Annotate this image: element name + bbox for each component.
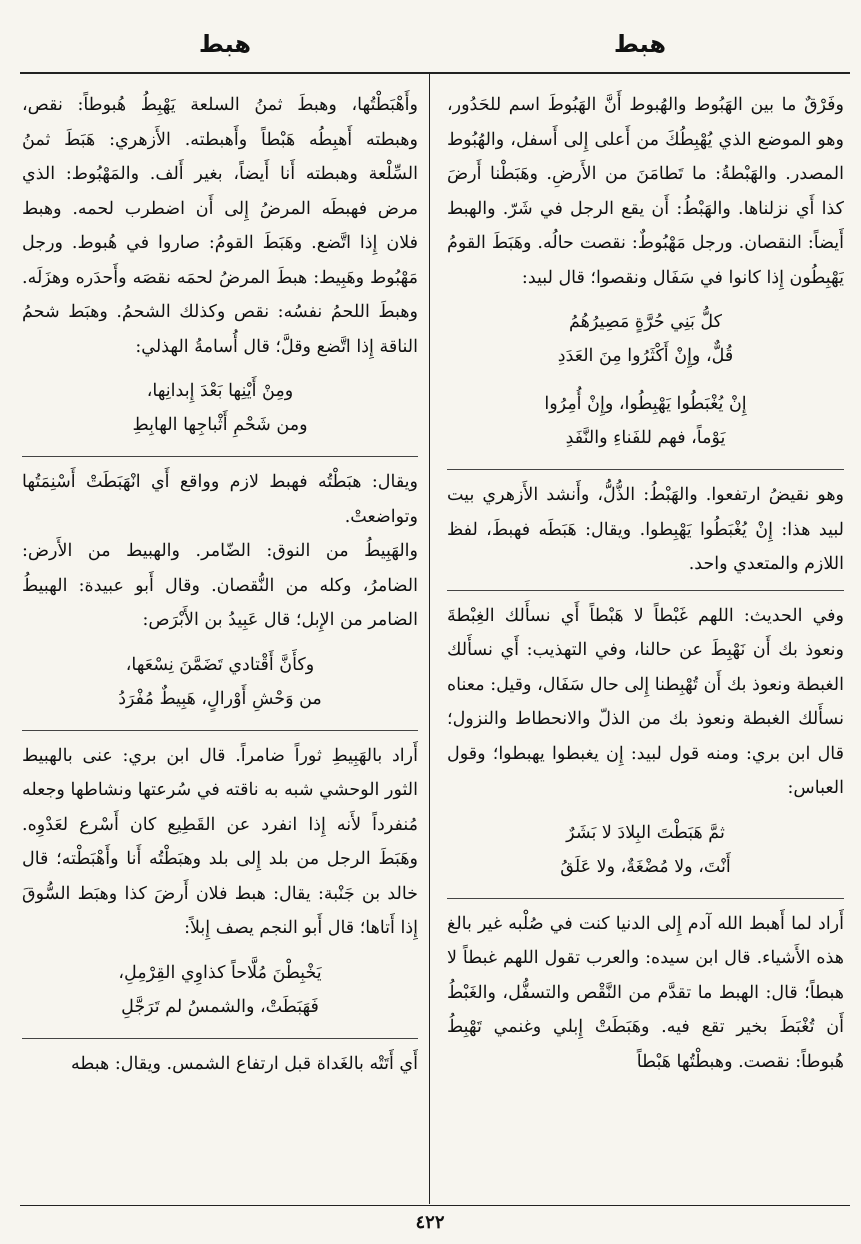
right-column — [447, 88, 844, 1198]
verse — [22, 648, 418, 716]
paragraph: وأَهْبَطْتُها، وهبطَ ثمنُ السلعة يَهْبِطُ هُبوطاً: نقص، وهبطته أَهبِطُه هَبْطاً وأَهبطته. الأَزهري: هَبَطَ ثمنُ السِّلْعة وهبطته أَنا أَيضاً، بغير أَلف. والمَهْبُوط: الذي مرض فهبطَه المرضُ إِلى أَن اضطرب لحمه. وهبط فلان إِذا اتَّضع. وهَبَطَ القومُ: صاروا في هُبوط. ورجل مَهْبُوط وهَبِيط: هبطَ المرضُ لحمَه نقصَه وأَحدَره وهزَلَه. وهبطَ اللحمُ نفسُه: نقص وكذلك الشحمُ. وهبَط شحمُ الناقة إِذا اتَّضع وقلَّ؛ قال أُسامةُ الهذلي: — [22, 95, 418, 357]
footer-rule — [20, 1205, 850, 1206]
section-separator — [447, 590, 844, 591]
verse-line: إِنْ يُغْبَطُوا يَهْبِطُوا، وإِنْ أُمِرُوا — [544, 394, 747, 414]
paragraph: ويقال: هبَطْتُه فهبط لازم وواقع أَي انْهَبَطَتْ أَسْنِمَتُها وتواضعتْ. — [22, 472, 418, 527]
page-number: ٤٢٢ — [415, 1212, 445, 1233]
verse-line: كلُّ بَنِي حُرَّةٍ مَصِيرُهُمُ — [568, 312, 722, 332]
header-rule — [20, 72, 850, 74]
verse — [22, 374, 418, 442]
right-column-headword: هبط — [613, 30, 667, 58]
paragraph: أَراد بالهَبِيطِ ثوراً ضامراً. قال ابن بري: عنى بالهبيط الثور الوحشي شبه به ناقته في سُرعتها ونشاطها وجعله مُنفرداً لأَنه إِذا انفرد عن القَطِيع كان أَسْرع لعَدْوِه. وهَبَطَ الرجل من بلد إِلى بلد وهبَطْتُه أَنا وأَهْبَطْته؛ قال خالد بن جَنْبة: يقال: هبط فلان أَرضَ كذا وهبَط السُّوقَ إِذا أَتاها؛ قال أَبو النجم يصف إِبلاً: — [22, 745, 418, 938]
section-separator — [22, 1038, 418, 1039]
section-separator — [447, 469, 844, 470]
left-column-headword: هبط — [198, 30, 252, 58]
verse-line: ومِنْ أَيْنِها بَعْدَ إِبدانِها، — [146, 381, 294, 401]
verse-line: قُلٌّ، وإِنْ أَكْثَرُوا مِنَ العَدَدِ — [557, 346, 734, 366]
verse-line: يَخْبِطْنَ مُلَّاحاً كذاوِي القِرْمِلِ، — [118, 962, 322, 983]
verse — [447, 387, 844, 455]
section-separator — [22, 730, 418, 731]
paragraph: وفي الحديث: اللهم غَبْطاً لا هَبْطاً أَي نسأَلك الغِبْطةَ ونعوذ بك أَن نَهْبِطَ عن حالنا، وفي التهذيب: أَي نسأَلك الغبطة ونعوذ بك أَن تُهْبِطنا إِلى حال سَفَال، وقيل: معناه نسأَلك الغبطة ونعوذ بك من الذلّ والانحطاط والنزول؛ قال ابن بري: ومنه قول لبيد: إِن يغبطوا يهبطوا؛ وقول العباس: — [447, 605, 844, 798]
section-separator — [447, 898, 844, 899]
paragraph: والهَبِيطُ من النوق: الضّامر. والهبيط من الأَرض: الضامرُ، وكله من النُّقصان. وقال أَبو عبيدة: الهبيطُ الضامر من الإِبل؛ قال عَبِيدُ بن الأَبْرَص: — [22, 541, 418, 630]
paragraph: وهو نقيضُ ارتفعوا. والهَبْطُ: الذُّلُّ، وأَنشد الأَزهري بيت لبيد هذا: إِنْ يُغْبَطُوا يَهْبِطوا. ويقال: هَبَطَه فهبطَ، لفظ اللازم والمتعدي واحد. — [447, 485, 844, 574]
left-column — [22, 88, 418, 1198]
verse — [447, 305, 844, 373]
verse-line: ثمَّ هَبَطْتَ البِلادَ لا بَشَرٌ — [566, 822, 725, 843]
paragraph: وفَرْقٌ ما بين الهَبُوط والهُبوط أَنَّ الهَبُوطَ اسم للحَدُور، وهو الموضع الذي يُهْبِطُكَ من أَعلى إِلى أَسفل، والهُبُوط المصدر. والهَبْطةُ: ما تَطامَنَ من الأَرضِ. وهَبَطْنا أَرضَ كذا أَي نزلناها. والهَبْطُ: أَن يقع الرجل في شَرّ. والهبط أَيضاً: النقصان. ورجل مَهْبُوطٌ: نقصت حالُه. وهَبَطَ القومُ يَهْبِطُون إِذا كانوا في سَفَال ونقصوا؛ قال لبيد: — [447, 95, 844, 288]
verse-line: فَهَبَطَتْ، والشمسُ لم تَرَجَّلِ — [121, 996, 319, 1017]
verse — [22, 956, 418, 1024]
verse-line: وكأَنَّ أَقْتادي تَضَمَّنَ نِسْعَها، — [125, 654, 315, 675]
verse — [447, 816, 844, 884]
verse-line: يَوْماً، فهم للفَناءِ والنَّفَدِ — [565, 428, 726, 448]
verse-line: أَنْتَ، ولا مُضْغَةٌ، ولا عَلَقُ — [560, 856, 731, 877]
column-divider — [429, 74, 430, 1204]
section-separator — [22, 456, 418, 457]
paragraph: أَراد لما أَهبط الله آدم إِلى الدنيا كنت في صُلْبه غير بالغ هذه الأَشياء. قال ابن سيده: والعرب تقول اللهم غبطاً لا هبطاً؛ قال: الهبط ما تقدَّم من النَّقْص والتسفُّل، والغَبْطُ أَن تُغْبَطَ بخير تقع فيه. وهَبَطَتْ إِبلي وغنمي تَهْبِطُ هُبوطاً: نقصت. وهبطْتُها هَبْطاً — [447, 913, 844, 1072]
paragraph: أَي أَتَتْه بالغَداة قبل ارتفاع الشمس. ويقال: هبطه — [71, 1053, 418, 1074]
verse-line: من وَحْشِ أَوْرالٍ، هَبِيطٌ مُفْرَدُ — [118, 688, 322, 709]
verse-line: ومن شَحْمِ أَثْباجِها الهابِطِ — [132, 415, 308, 435]
